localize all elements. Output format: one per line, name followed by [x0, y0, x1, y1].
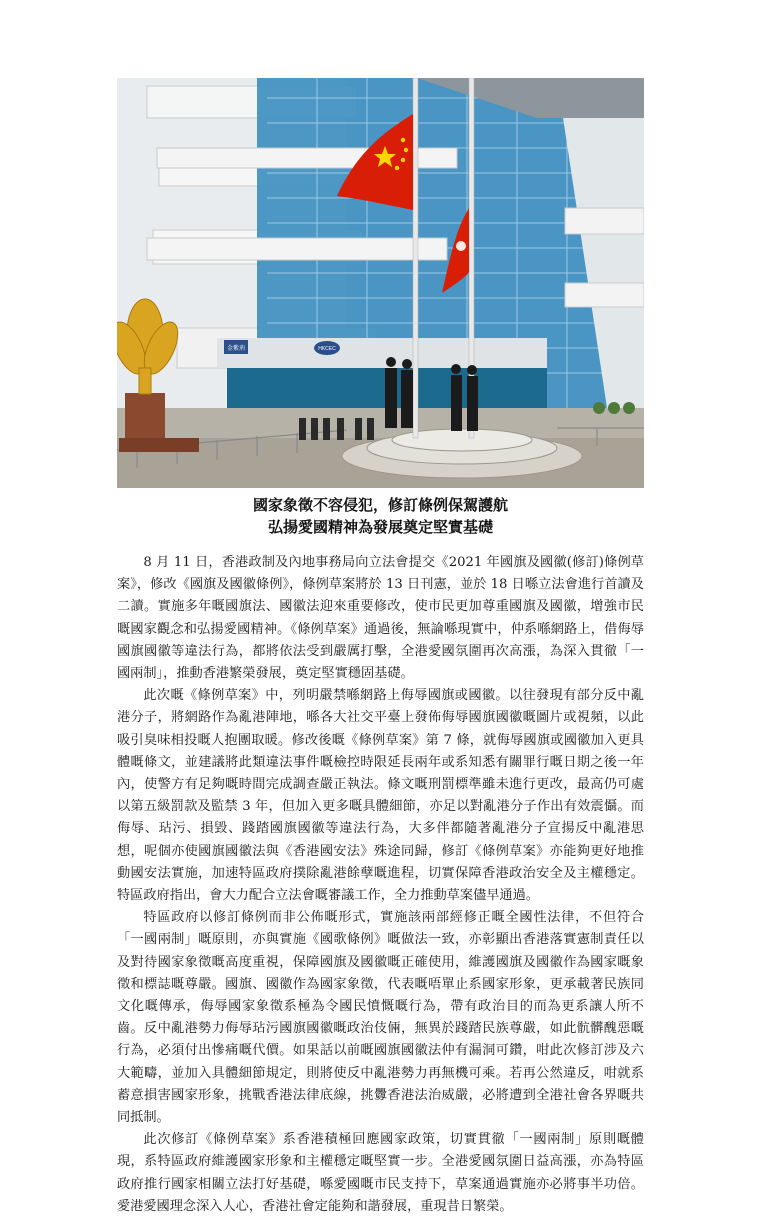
photo-caption-line-1: 國家象徵不容侵犯，修訂條例保駕護航 — [252, 496, 508, 514]
photo-caption-line-2: 弘揚愛國精神為發展奠定堅實基礎 — [267, 518, 493, 536]
building-sign-left: 金紫荊 — [226, 346, 246, 352]
building-sign-right: HKCEC — [318, 346, 336, 352]
article-paragraph: 此次嘅《條例草案》中，列明嚴禁喺網路上侮辱國旗或國徽。以往發現有部分反中亂港分子，將網路作為亂港陣地，喺各大社交平臺上發佈侮辱國旗國徽嘅圖片或視頻，以此吸引臭味相投嘅人抱團取暖。修改後嘅《條例草案》第 7 條，就侮辱國旗或國徽加入更具體嘅條文，並建議將此類違法事件嘅檢控時限延長兩年或系知悉有關罪行嘅日期之後一年內，使警方有足夠嘅時間完成調查嚴正執法。條文嘅刑罰標準雖未進行更改，最高仍可處以第五級罰款及監禁 3 年，但加入更多嘅具體細節，亦足以對亂港分子作出有效震懾。而侮辱、玷污、損毀、踐踏國旗國徽等違法行為，大多伴都隨著亂港分子宣揚反中亂港思想，呢個亦使國旗國徽法與《香港國安法》殊途同歸，修訂《條例草案》亦能夠更好地推動國安法實施，加速特區政府撲除亂港餘孽嘅進程，切實保障香港政治安全及主權穩定。特區政府指出，會大力配合立法會嘅審議工作，全力推動草案儘早通過。 — [117, 688, 644, 904]
article-paragraph: 8 月 11 日，香港政制及內地事務局向立法會提交《2021 年國旗及國徽(修訂)條例草案》，修改《國旗及國徽條例》，條例草案將於 13 日刊憲，並於 18 日喺立法會進行首讀及二讀。實施多年嘅國旗法、國徽法迎來重要修改，使市民更加尊重國旗及國徽，增強市民嘅國家觀念和弘揚愛國精神。《條例草案》通過後，無論喺現實中，仲系喺網路上，借侮辱國旗國徽等違法行為，都將依法受到嚴厲打擊，全港愛國氛圍再次高漲，為深入貫徹「一國兩制」，推動香港繁榮發展，奠定堅實穩固基礎。 — [117, 555, 644, 682]
article-body — [117, 552, 644, 1218]
article-paragraph: 此次修訂《條例草案》系香港積極回應國家政策，切實貫徹「一國兩制」原則嘅體現，系特區政府維護國家形象和主權穩定嘅堅實一步。全港愛國氛圍日益高漲，亦為特區政府推行國家相關立法打好基礎，喺愛國嘅市民支持下，草案通過實施亦必將事半功倍。愛港愛國理念深入人心，香港社會定能夠和諧發展，重現昔日繁榮。 — [117, 1132, 644, 1214]
article-paragraph: 特區政府以修訂條例而非公佈嘅形式，實施該兩部經修正嘅全國性法律，不但符合「一國兩制」嘅原則，亦與實施《國歌條例》嘅做法一致，亦彰顯出香港落實憲制責任以及對待國家象徵嘅高度重視，保障國旗及國徽嘅正確使用，維護國旗及國徽作為國家嘅象徵和標誌嘅尊嚴。國旗、國徽作為國家象徵，代表嘅唔單止系國家形象，更承載著民族同文化嘅傳承，侮辱國家象徵系極為令國民憤慨嘅行為，帶有政治目的而為更系讓人所不齒。反中亂港勢力侮辱玷污國旗國徽嘅政治伎倆，無異於踐踏民族尊嚴，如此骯髒醜惡嘅行為，必須付出慘痛嘅代價。如果話以前嘅國旗國徽法仲有漏洞可鑽，咁此次修訂涉及六大範疇，並加入具體細節規定，則將使反中亂港勢力再無機可乘。若再公然違反，咁就系蓄意損害國家形象，挑戰香港法律底線，挑釁香港法治威嚴，必將遭到全港社會各界嘅共同抵制。 — [117, 910, 644, 1126]
flag-raising-photo — [117, 78, 644, 488]
